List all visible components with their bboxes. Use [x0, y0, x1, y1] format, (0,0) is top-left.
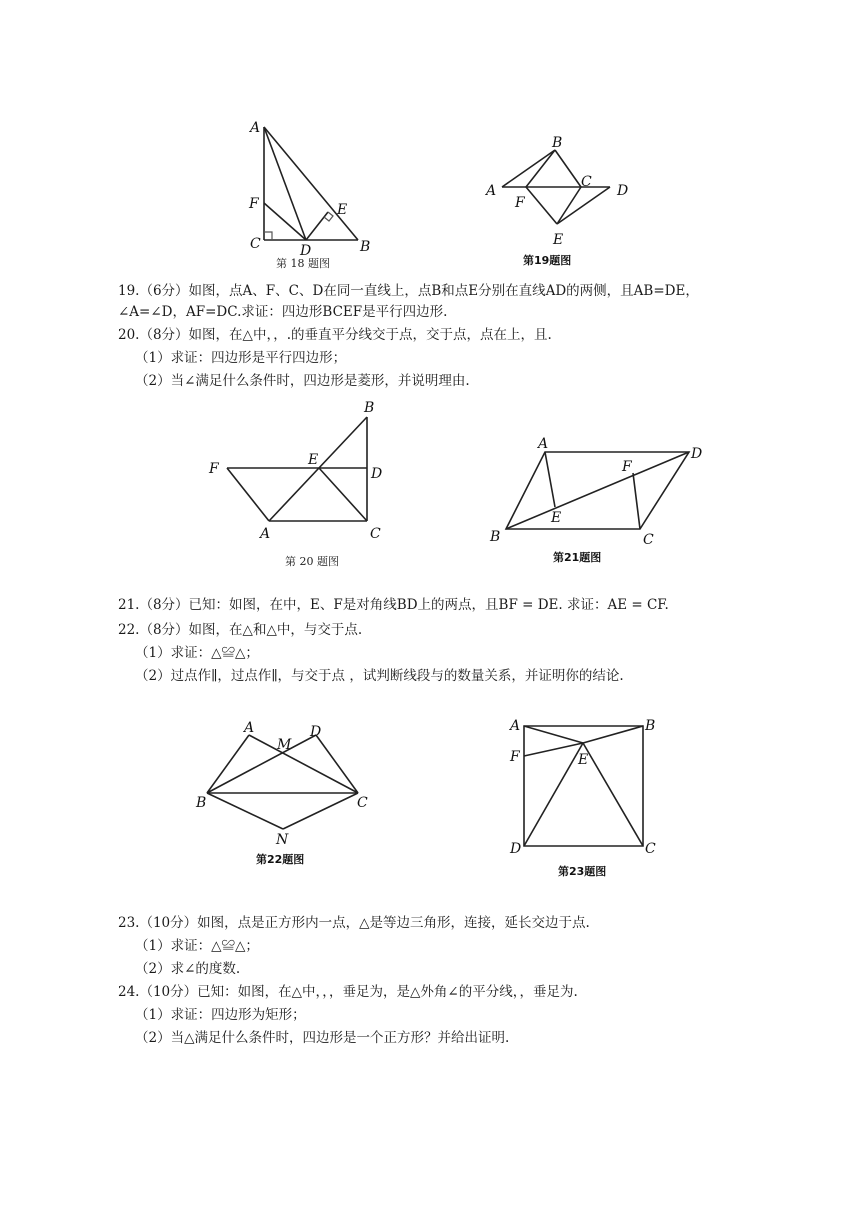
question-22-stem: 22.（8分）如图，在△和△中，与交于点.: [118, 622, 363, 638]
label-m: M: [277, 737, 292, 753]
label-e: E: [337, 202, 348, 218]
figure-caption: 第 20 题图: [285, 555, 339, 568]
question-24-part-1: （1）求证：四边形为矩形；: [135, 1007, 306, 1023]
label-d: D: [510, 841, 522, 857]
question-22-part-1: （1）求证：△≌△；: [135, 645, 259, 661]
label-f: F: [249, 196, 259, 212]
label-d: D: [371, 466, 383, 482]
question-19-line-2: ∠A=∠D，AF=DC.求证：四边形BCEF是平行四边形.: [118, 304, 448, 320]
question-23-part-1: （1）求证：△≌△；: [135, 938, 259, 954]
label-d: D: [617, 183, 629, 199]
label-c: C: [357, 795, 368, 811]
label-n: N: [276, 832, 289, 848]
label-e: E: [551, 510, 562, 526]
label-d: D: [310, 724, 322, 740]
label-f: F: [209, 461, 219, 477]
label-b: B: [490, 529, 501, 545]
question-24-part-2: （2）当△满足什么条件时，四边形是一个正方形？并给出证明.: [135, 1030, 510, 1046]
label-b: B: [196, 795, 207, 811]
label-a: A: [510, 718, 521, 734]
figure-20: [205, 395, 405, 575]
figure-caption: 第19题图: [523, 254, 572, 267]
question-23-stem: 23.（10分）如图，点是正方形内一点，△是等边三角形，连接，延长交边于点.: [118, 915, 590, 931]
label-e: E: [553, 232, 564, 248]
question-19-line-1: 19.（6分）如图，点A、F、C、D在同一直线上，点B和点E分别在直线AD的两侧，且AB=DE，: [118, 283, 699, 299]
label-c: C: [643, 532, 654, 548]
label-b: B: [645, 718, 656, 734]
label-a: A: [250, 120, 261, 136]
label-c: C: [250, 236, 261, 252]
question-20-part-2: （2）当∠满足什么条件时，四边形是菱形，并说明理由.: [135, 373, 470, 389]
figure-22: [190, 718, 380, 873]
label-a: A: [260, 526, 271, 542]
question-24-stem: 24.（10分）已知：如图，在△中，，，垂足为，是△外角∠的平分线，，垂足为.: [118, 984, 578, 1000]
figure-caption: 第 18 题图: [276, 257, 330, 270]
label-b: B: [364, 400, 375, 416]
figure-21: [485, 432, 715, 572]
figure-19: [480, 130, 640, 270]
figure-caption: 第23题图: [558, 865, 607, 878]
label-b: B: [360, 239, 371, 255]
label-e: E: [308, 452, 319, 468]
question-23-part-2: （2）求∠的度数.: [135, 961, 241, 977]
question-21: 21.（8分）已知：如图，在中，E、F是对角线BD上的两点，且BF = DE. 求证：AE = CF.: [118, 597, 669, 613]
label-a: A: [538, 436, 549, 452]
question-20-part-1: （1）求证：四边形是平行四边形；: [135, 350, 347, 366]
figure-23: [505, 712, 670, 882]
figure-18: [240, 115, 380, 275]
label-d: D: [300, 243, 312, 259]
label-c: C: [370, 526, 381, 542]
label-a: A: [486, 183, 497, 199]
label-d: D: [691, 446, 703, 462]
label-e: E: [578, 752, 589, 768]
label-f: F: [515, 195, 525, 211]
label-c: C: [645, 841, 656, 857]
label-b: B: [552, 135, 563, 151]
label-f: F: [622, 459, 632, 475]
figure-caption: 第22题图: [256, 853, 305, 866]
label-a: A: [244, 720, 255, 736]
question-22-part-2: （2）过点作∥，过点作∥，与交于点 ，试判断线段与的数量关系，并证明你的结论.: [135, 668, 624, 684]
figure-caption: 第21题图: [553, 551, 602, 564]
label-c: C: [581, 174, 592, 190]
question-20-stem: 20.（8分）如图，在△中，，.的垂直平分线交于点，交于点，点在上，且.: [118, 327, 552, 343]
label-f: F: [510, 749, 520, 765]
